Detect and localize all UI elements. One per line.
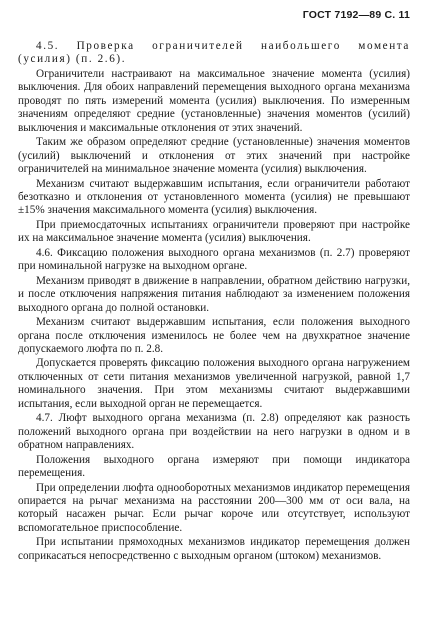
paragraph: Механизм считают выдержавшим испытания, если положения выходного органа после отключения изменилось не более чем на двухкратное значение допускаемого люфта по п. 2.8. bbox=[18, 316, 410, 355]
section-4-6-paragraph: 4.6. Фиксацию положения выходного органа механизмов (п. 2.7) проверяют при номинальной нагрузке на выходном органе. bbox=[18, 246, 410, 273]
section-4-5-heading: 4.5. Проверка ограничителей наибольшего момента (усилия) (п. 2.6). bbox=[18, 40, 410, 66]
paragraph: Ограничители настраивают на максимальное значение момента (усилия) выключения. Для обоих направлений перемещения выходного органа механизма проводят по пять измерений момента (усилия) выключения. По измеренным значениям определяют средние (установленные) значения моментов (усилий) выключения и максимальные отклонения от этих значений. bbox=[18, 67, 410, 134]
paragraph: Положения выходного органа измеряют при помощи индикатора перемещения. bbox=[18, 453, 410, 480]
page-header: ГОСТ 7192—89 С. 11 bbox=[302, 9, 410, 21]
paragraph: Таким же образом определяют средние (установленные) значения моментов (усилий) выключений и отклонения от этих значений при настройке ограничителей на минимальное значение момента (усилия) выключения. bbox=[18, 136, 410, 176]
paragraph: Механизм считают выдержавшим испытания, если ограничители работают безотказно и отклонения от установленного момента (усилия) не превышают ±15% значения максимального момента (усилия) выключения. bbox=[18, 177, 410, 217]
paragraph: Механизм приводят в движение в направлении, обратном действию нагрузки, и после отключения напряжения питания наблюдают за изменением положения выходного органа до полной остановки. bbox=[18, 274, 410, 314]
paragraph: При испытании прямоходных механизмов индикатор перемещения должен соприкасаться непосредственно с выходным органом (штоком) механизмов. bbox=[18, 536, 410, 562]
section-4-7-paragraph: 4.7. Люфт выходного органа механизма (п. 2.8) определяют как разность положений выходного органа при воздействии на него нагрузки в одном и в обратном направлениях. bbox=[18, 412, 410, 452]
document-body bbox=[18, 40, 410, 563]
paragraph: Допускается проверять фиксацию положения выходного органа нагружением отключенных от сети питания механизмов увеличенной нагрузкой, равной 1,7 номинального значения. При этом механизмы считают выдержавшими испытания, если выходной орган не перемещается. bbox=[18, 357, 410, 410]
paragraph: При приемосдаточных испытаниях ограничители проверяют при настройке их на максимальное значение момента (усилия) выключения. bbox=[18, 218, 410, 245]
paragraph: При определении люфта однооборотных механизмов индикатор перемещения опирается на рычаг механизма на расстоянии 200—300 мм от оси вала, на который насажен рычаг. Если рычаг короче или отсутствует, используют вспомогательное приспособление. bbox=[18, 481, 410, 534]
